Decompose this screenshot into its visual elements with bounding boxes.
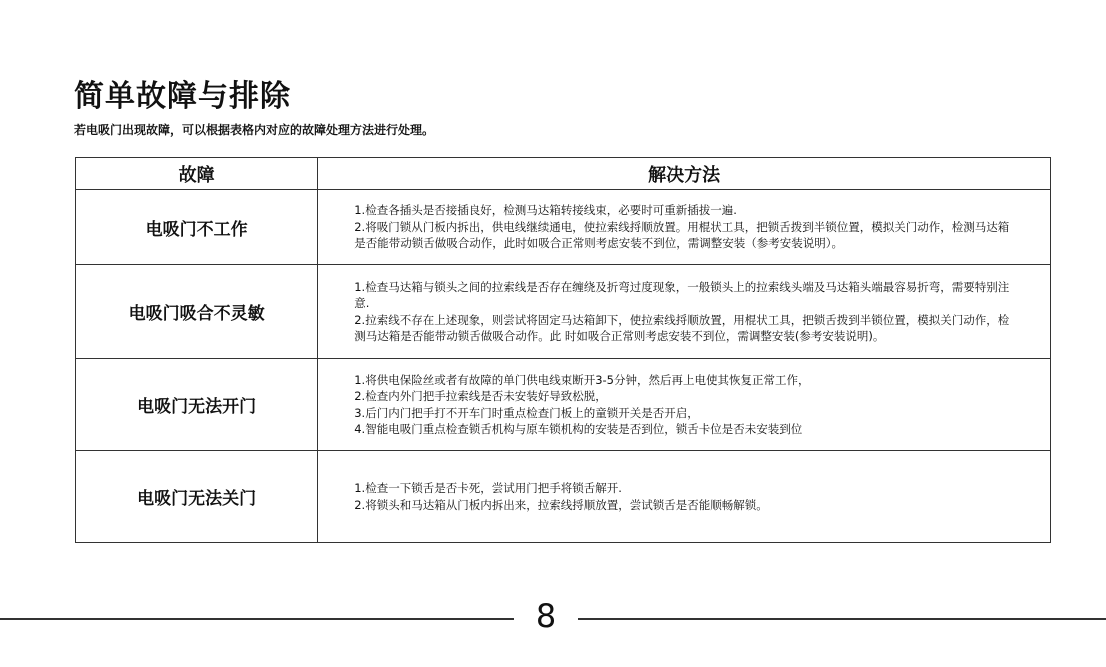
table-row	[76, 265, 1051, 359]
solution-cell	[318, 265, 1051, 359]
solution-cell	[318, 359, 1051, 451]
solution-line: 2.拉索线不存在上述现象，则尝试将固定马达箱卸下，使拉索线捋顺放置，用棍状工具，把锁舌拨到半锁位置，模拟关门动作，检测马达箱是否能带动锁舌做吸合动作。此 时如吸合正常则考虑安装不到位，需调整安装(参考安装说明)。	[354, 312, 1010, 343]
fault-cell: 电吸门无法开门	[76, 359, 318, 451]
troubleshooting-table	[75, 157, 1051, 543]
table-row	[76, 190, 1051, 265]
fault-cell: 电吸门吸合不灵敏	[76, 265, 318, 359]
solution-cell	[318, 190, 1051, 265]
solution-line: 3.后门内门把手打不开车门时重点检查门板上的童锁开关是否开启，	[354, 405, 699, 420]
page-title: 简单故障与排除	[74, 79, 291, 114]
footer-divider-right	[578, 618, 1106, 620]
page-subtitle: 若电吸门出现故障，可以根据表格内对应的故障处理方法进行处理。	[74, 123, 435, 137]
solution-line: 1.将供电保险丝或者有故障的单门供电线束断开3-5分钟，然后再上电使其恢复正常工作，	[354, 372, 810, 387]
solution-line: 2.将锁头和马达箱从门板内拆出来，拉索线捋顺放置，尝试锁舌是否能顺畅解锁。	[354, 497, 768, 512]
header-solution: 解决方法	[318, 158, 1051, 190]
fault-cell: 电吸门无法关门	[76, 451, 318, 543]
solution-line: 4.智能电吸门重点检查锁舌机构与原车锁机构的安装是否到位，锁舌卡位是否未安装到位	[354, 422, 803, 436]
table-row	[76, 451, 1051, 543]
footer-divider-left	[0, 618, 514, 620]
solution-line: 2.检查内外门把手拉索线是否未安装好导致松脱，	[354, 389, 607, 403]
solution-line: 2.将吸门锁从门板内拆出，供电线继续通电，使拉索线捋顺放置。用棍状工具，把锁舌拨到半锁位置，模拟关门动作，检测马达箱是否能带动锁舌做吸合动作，此时如吸合正常则考虑安装不到位，需调整安装（参考安装说明）。	[354, 219, 1010, 251]
solution-line: 1.检查一下锁舌是否卡死，尝试用门把手将锁舌解开.	[354, 481, 622, 495]
solution-cell	[318, 451, 1051, 543]
page-number: 8	[535, 597, 557, 635]
header-fault: 故障	[76, 158, 318, 190]
fault-cell: 电吸门不工作	[76, 190, 318, 265]
table-header-row	[76, 158, 1051, 190]
solution-line: 1.检查各插头是否接插良好，检测马达箱转接线束，必要时可重新插拔一遍.	[354, 203, 737, 218]
table-row	[76, 359, 1051, 451]
solution-line: 1.检查马达箱与锁头之间的拉索线是否存在缠绕及折弯过度现象，一般锁头上的拉索线头端及马达箱头端最容易折弯，需要特别注意.	[354, 279, 1010, 310]
